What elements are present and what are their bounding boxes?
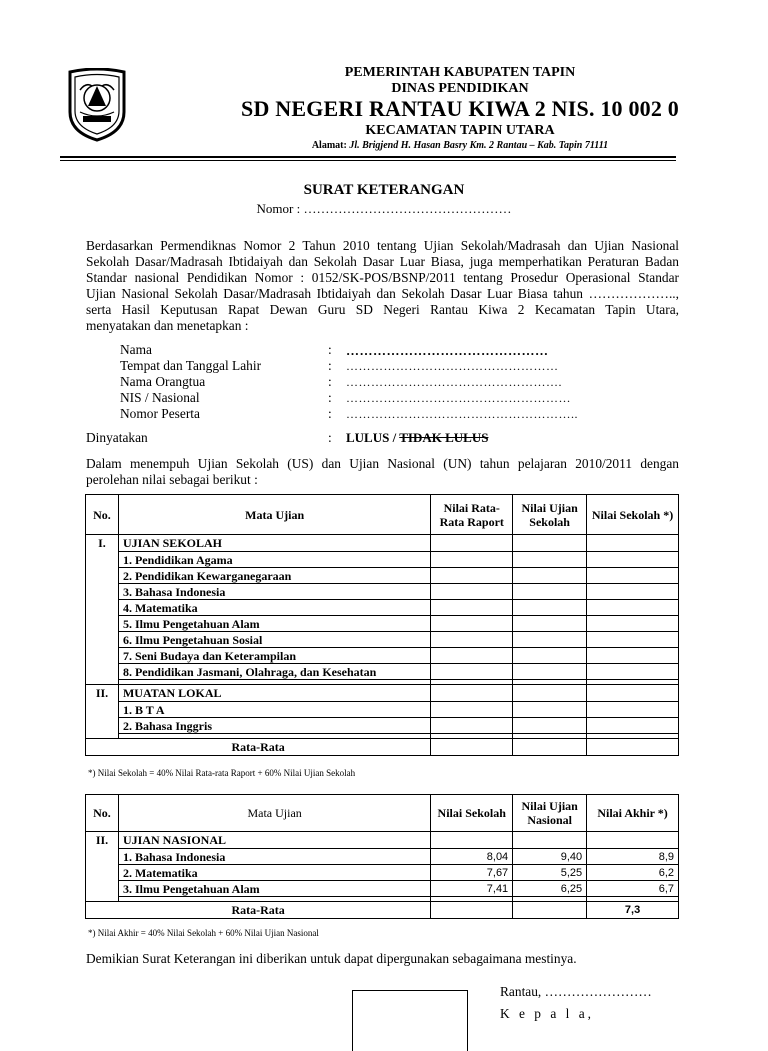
school-score-value: 8,04 xyxy=(431,849,513,865)
empty-cell xyxy=(86,865,119,881)
empty-cell xyxy=(513,739,587,756)
declaration-label: Dinyatakan xyxy=(86,430,148,445)
photo-box xyxy=(352,990,468,1051)
empty-cell xyxy=(86,718,119,734)
empty-cell xyxy=(86,616,119,632)
empty-cell xyxy=(587,632,679,648)
empty-cell xyxy=(587,685,679,702)
table-row-subject: 8. Pendidikan Jasmani, Olahraga, dan Kesehatan xyxy=(118,664,430,680)
table-row-subject: 6. Ilmu Pengetahuan Sosial xyxy=(118,632,430,648)
field-value-nis: ……………………………………………… xyxy=(346,391,571,405)
table-row-subject: 2. Pendidikan Kewarganegaraan xyxy=(118,568,430,584)
table-row-subject: 5. Ilmu Pengetahuan Alam xyxy=(118,616,430,632)
empty-cell xyxy=(587,535,679,552)
final-score-value: 6,2 xyxy=(587,865,679,881)
declaration-pass: LULUS / xyxy=(346,430,397,445)
empty-cell xyxy=(587,648,679,664)
empty-cell xyxy=(431,718,513,734)
col-header-no: No. xyxy=(86,495,119,535)
field-value-nama: ……………………………………… xyxy=(346,343,549,358)
school-score-footnote: *) Nilai Sekolah = 40% Nilai Rata-rata Raport + 60% Nilai Ujian Sekolah xyxy=(88,768,356,778)
field-value-parent: ……………………………………………. xyxy=(346,375,562,389)
empty-cell xyxy=(513,535,587,552)
empty-cell xyxy=(431,685,513,702)
intro-line: Berdasarkan Permendiknas Nomor 2 Tahun 2010 tentang Ujian Sekolah/Madrasah dan Ujian Nasional xyxy=(86,238,679,253)
empty-cell xyxy=(587,664,679,680)
empty-cell xyxy=(587,552,679,568)
table-row-subject: 3. Bahasa Indonesia xyxy=(118,584,430,600)
empty-cell xyxy=(513,718,587,734)
document-number: Nomor : ………………………………………… xyxy=(256,201,512,216)
empty-cell xyxy=(513,584,587,600)
empty-cell xyxy=(587,568,679,584)
address-text: Jl. Brigjend H. Hasan Basry Km. 2 Rantau – Kab. Tapin 71111 xyxy=(349,140,609,151)
header-department: DINAS PENDIDIKAN xyxy=(391,81,529,96)
empty-cell xyxy=(86,664,119,680)
table-row-subject: 1. B T A xyxy=(118,702,430,718)
empty-cell xyxy=(587,584,679,600)
empty-cell xyxy=(587,600,679,616)
table-row-subject: 1. Bahasa Indonesia xyxy=(118,849,430,865)
signature-place-date: Rantau, …………………… xyxy=(500,984,652,999)
signature-title: K e p a l a, xyxy=(500,1006,595,1021)
empty-cell xyxy=(86,702,119,718)
closing-statement: Demikian Surat Keterangan ini diberikan untuk dapat dipergunakan sebagaimana mestinya. xyxy=(86,951,577,966)
col-header-national-exam: Nilai Ujian Nasional xyxy=(513,795,587,832)
declaration-value xyxy=(346,430,488,446)
header-district: KECAMATAN TAPIN UTARA xyxy=(365,123,555,138)
intro-line: menyatakan dan menetapkan : xyxy=(86,318,249,333)
empty-cell xyxy=(431,600,513,616)
empty-cell xyxy=(513,685,587,702)
results-line: perolehan nilai sebagai berikut : xyxy=(86,472,258,487)
empty-cell xyxy=(86,568,119,584)
header-rule-thick xyxy=(60,156,676,158)
empty-cell xyxy=(513,616,587,632)
field-colon: : xyxy=(328,342,332,357)
school-score-value: 7,67 xyxy=(431,865,513,881)
empty-cell xyxy=(513,632,587,648)
col-header-school-score: Nilai Sekolah xyxy=(431,795,513,832)
col-header-no: No. xyxy=(86,795,119,832)
empty-cell xyxy=(513,552,587,568)
col-header-final-score: Nilai Akhir *) xyxy=(587,795,679,832)
field-label-parent: Nama Orangtua xyxy=(120,374,206,389)
document-title: SURAT KETERANGAN xyxy=(303,182,465,198)
average-label: Rata-Rata xyxy=(86,902,431,919)
empty-cell xyxy=(431,739,513,756)
section-number: I. xyxy=(86,535,119,552)
col-header-school-exam: Nilai Ujian Sekolah xyxy=(513,495,587,535)
empty-cell xyxy=(513,702,587,718)
empty-cell xyxy=(431,902,513,919)
final-score-value: 6,7 xyxy=(587,881,679,897)
average-label: Rata-Rata xyxy=(86,739,431,756)
field-label-nis: NIS / Nasional xyxy=(120,390,200,405)
header-school-name: SD NEGERI RANTAU KIWA 2 NIS. 10 002 0 xyxy=(241,96,679,121)
table-row-subject: 1. Pendidikan Agama xyxy=(118,552,430,568)
empty-cell xyxy=(587,702,679,718)
empty-cell xyxy=(587,739,679,756)
table-row-subject: 7. Seni Budaya dan Keterampilan xyxy=(118,648,430,664)
empty-cell xyxy=(513,832,587,849)
field-colon: : xyxy=(328,406,332,421)
empty-cell xyxy=(86,849,119,865)
field-label-birth: Tempat dan Tanggal Lahir xyxy=(120,358,262,373)
empty-cell xyxy=(587,832,679,849)
field-colon: : xyxy=(328,358,332,373)
col-header-subject: Mata Ujian xyxy=(118,495,430,535)
empty-cell xyxy=(513,568,587,584)
header-rule-thin xyxy=(60,160,676,161)
empty-cell xyxy=(431,535,513,552)
empty-cell xyxy=(513,902,587,919)
final-score-footnote: *) Nilai Akhir = 40% Nilai Sekolah + 60% Nilai Ujian Nasional xyxy=(88,928,319,938)
section-title: MUATAN LOKAL xyxy=(118,685,430,702)
field-colon: : xyxy=(328,390,332,405)
empty-cell xyxy=(431,584,513,600)
school-exam-table xyxy=(85,494,679,756)
empty-cell xyxy=(86,881,119,897)
national-exam-value: 5,25 xyxy=(513,865,587,881)
table-row-subject: 2. Matematika xyxy=(118,865,430,881)
field-value-birth: …………………………………………… xyxy=(346,359,559,373)
empty-cell xyxy=(431,552,513,568)
empty-cell xyxy=(431,702,513,718)
col-header-raport: Nilai Rata-Rata Raport xyxy=(431,495,513,535)
header-address xyxy=(150,141,768,151)
section-title: UJIAN NASIONAL xyxy=(118,832,430,849)
field-label-nama: Nama xyxy=(120,342,152,357)
declaration-fail-struck: TIDAK LULUS xyxy=(399,430,489,445)
declaration-colon: : xyxy=(328,430,332,445)
national-exam-table xyxy=(85,794,679,919)
empty-cell xyxy=(86,648,119,664)
national-exam-value: 9,40 xyxy=(513,849,587,865)
empty-cell xyxy=(86,552,119,568)
table-row-subject: 3. Ilmu Pengetahuan Alam xyxy=(118,881,430,897)
empty-cell xyxy=(431,664,513,680)
school-score-value: 7,41 xyxy=(431,881,513,897)
intro-line: Standar nasional Pendidikan Nomor : 0152/SK-POS/BSNP/2011 tentang Prosedur Operasional Standar xyxy=(86,270,679,285)
empty-cell xyxy=(431,632,513,648)
section-number: II. xyxy=(86,832,119,849)
results-line: Dalam menempuh Ujian Sekolah (US) dan Ujian Nasional (UN) tahun pelajaran 2010/2011 dengan xyxy=(86,456,679,471)
empty-cell xyxy=(513,600,587,616)
address-label: Alamat: xyxy=(311,140,347,151)
empty-cell xyxy=(431,568,513,584)
field-value-participant: ……………………………………………….. xyxy=(346,407,578,421)
col-header-subject: Mata Ujian xyxy=(118,795,430,832)
col-header-school-score: Nilai Sekolah *) xyxy=(587,495,679,535)
field-colon: : xyxy=(328,374,332,389)
empty-cell xyxy=(431,616,513,632)
empty-cell xyxy=(587,718,679,734)
national-exam-value: 6,25 xyxy=(513,881,587,897)
section-number: II. xyxy=(86,685,119,702)
empty-cell xyxy=(86,632,119,648)
empty-cell xyxy=(431,648,513,664)
empty-cell xyxy=(587,616,679,632)
average-final-value: 7,3 xyxy=(587,902,679,919)
intro-line: Sekolah Dasar/Madrasah Ibtidaiyah dan Sekolah Dasar Luar Biasa, juga memperhatikan Peraturan Badan xyxy=(86,254,679,269)
empty-cell xyxy=(86,584,119,600)
intro-line: serta Hasil Keputusan Rapat Dewan Guru SD Negeri Rantau Kiwa 2 Kecamatan Tapin Utara, xyxy=(86,302,679,317)
empty-cell xyxy=(513,664,587,680)
intro-paragraph xyxy=(86,238,679,334)
empty-cell xyxy=(86,600,119,616)
empty-cell xyxy=(431,832,513,849)
field-label-participant: Nomor Peserta xyxy=(120,406,200,421)
results-paragraph xyxy=(86,456,679,488)
empty-cell xyxy=(513,648,587,664)
table-row-subject: 2. Bahasa Inggris xyxy=(118,718,430,734)
final-score-value: 8,9 xyxy=(587,849,679,865)
intro-line: Ujian Nasional Sekolah Dasar/Madrasah Ibtidaiyah dan Sekolah Dasar Luar Biasa tahun ……………….., xyxy=(86,286,679,301)
regency-crest-logo xyxy=(66,68,128,142)
header-government: PEMERINTAH KABUPATEN TAPIN xyxy=(344,65,576,80)
section-title: UJIAN SEKOLAH xyxy=(118,535,430,552)
table-row-subject: 4. Matematika xyxy=(118,600,430,616)
